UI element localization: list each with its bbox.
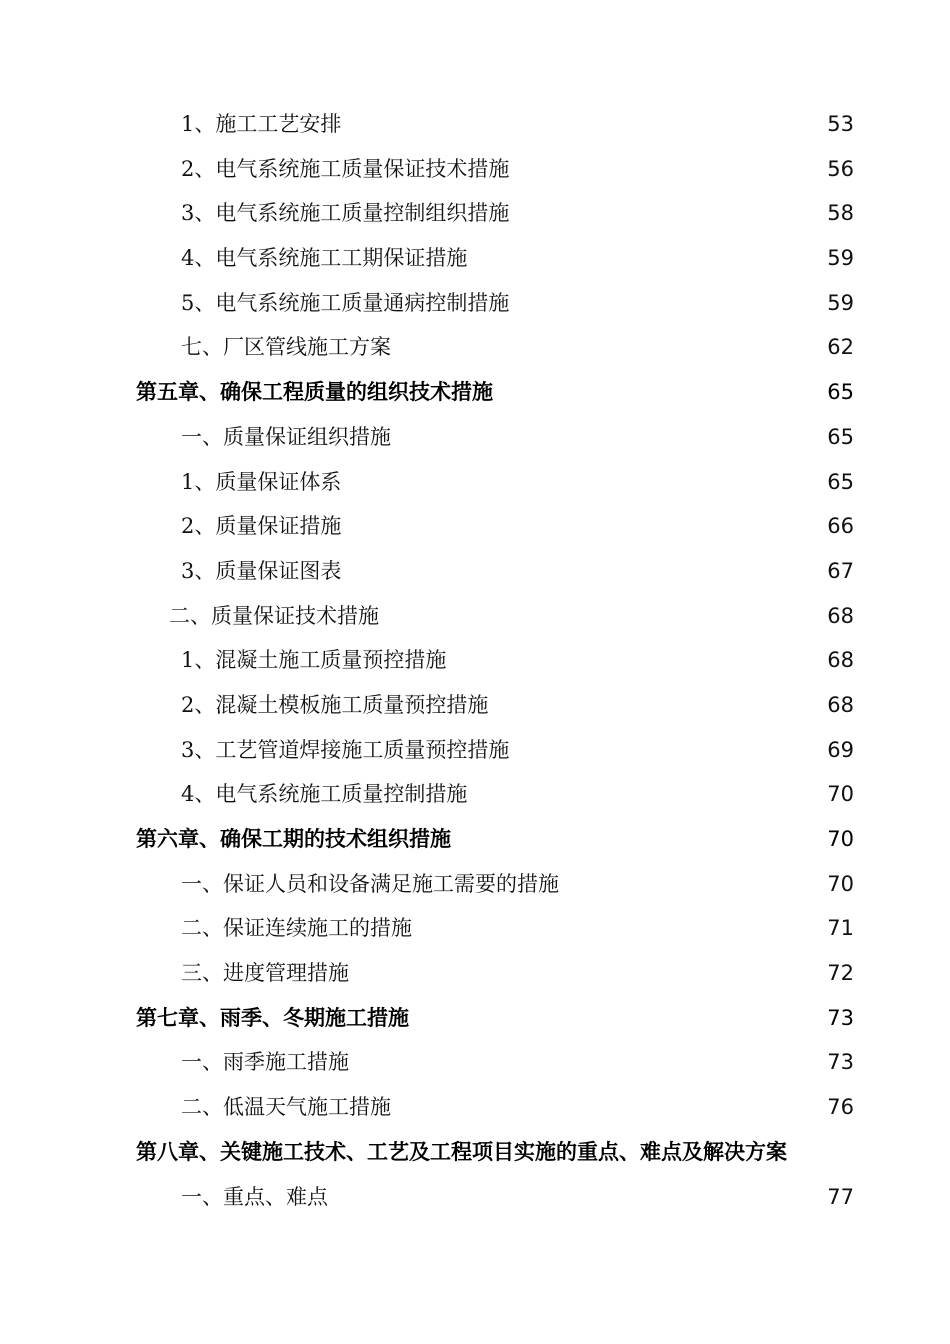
toc-section-page-number: 76 [827, 1095, 854, 1120]
toc-entry-title: 2、电气系统施工质量保证技术措施 [181, 156, 510, 181]
toc-entry-page-number: 69 [827, 737, 854, 762]
table-of-contents [0, 102, 950, 1219]
toc-entry[interactable] [0, 728, 950, 773]
toc-entry-page-number: 68 [827, 648, 854, 673]
toc-chapter[interactable] [0, 1130, 950, 1175]
toc-section-title: 一、重点、难点 [181, 1184, 328, 1209]
toc-entry-page-number: 59 [827, 246, 854, 271]
toc-entry-title: 1、质量保证体系 [181, 469, 342, 494]
toc-entry-page-number: 67 [827, 558, 854, 583]
toc-chapter-page-number: 73 [827, 1005, 854, 1030]
toc-entry[interactable] [0, 191, 950, 236]
toc-section-title: 三、进度管理措施 [181, 961, 349, 986]
toc-entry[interactable] [0, 147, 950, 192]
toc-entry[interactable] [0, 772, 950, 817]
toc-section[interactable] [0, 415, 950, 460]
toc-chapter-page-number: 70 [827, 827, 854, 851]
toc-entry-page-number: 65 [827, 469, 854, 494]
toc-section-title: 七、厂区管线施工方案 [181, 335, 391, 360]
toc-chapter[interactable] [0, 996, 950, 1041]
toc-entry-title: 3、电气系统施工质量控制组织措施 [181, 201, 510, 226]
toc-entry-page-number: 70 [827, 782, 854, 807]
toc-chapter-title: 第五章、确保工程质量的组织技术措施 [136, 380, 493, 405]
toc-entry-title: 4、电气系统施工工期保证措施 [181, 246, 468, 271]
toc-entry-title: 1、施工工艺安排 [181, 112, 342, 136]
toc-entry[interactable] [0, 683, 950, 728]
toc-section-title: 二、保证连续施工的措施 [181, 916, 412, 941]
toc-entry-title: 5、电气系统施工质量通病控制措施 [181, 290, 510, 315]
toc-entry-title: 3、质量保证图表 [181, 558, 342, 583]
toc-section-page-number: 77 [827, 1184, 854, 1209]
toc-entry-page-number: 59 [827, 290, 854, 315]
toc-section-page-number: 62 [827, 335, 854, 360]
toc-entry[interactable] [0, 281, 950, 326]
toc-section[interactable] [0, 1040, 950, 1085]
toc-section[interactable] [0, 1175, 950, 1220]
toc-section-page-number: 65 [827, 424, 854, 449]
toc-section-title: 一、保证人员和设备满足施工需要的措施 [181, 871, 559, 896]
toc-section[interactable] [0, 594, 950, 639]
toc-section-page-number: 68 [827, 603, 854, 628]
toc-entry-page-number: 58 [827, 201, 854, 226]
toc-entry[interactable] [0, 549, 950, 594]
toc-section-page-number: 70 [827, 871, 854, 896]
toc-entry[interactable] [0, 504, 950, 549]
toc-entry-title: 2、混凝土模板施工质量预控措施 [181, 692, 489, 717]
toc-section[interactable] [0, 906, 950, 951]
toc-chapter-title: 第七章、雨季、冬期施工措施 [136, 1005, 409, 1030]
toc-entry[interactable] [0, 460, 950, 505]
toc-entry-page-number: 53 [827, 112, 854, 136]
toc-section-title: 二、质量保证技术措施 [169, 603, 379, 628]
toc-entry-title: 4、电气系统施工质量控制措施 [181, 782, 468, 807]
toc-chapter-title: 第六章、确保工期的技术组织措施 [136, 827, 451, 851]
toc-chapter[interactable] [0, 817, 950, 862]
toc-entry-title: 1、混凝土施工质量预控措施 [181, 648, 447, 673]
toc-entry-title: 3、工艺管道焊接施工质量预控措施 [181, 737, 510, 762]
toc-entry-page-number: 56 [827, 156, 854, 181]
toc-section[interactable] [0, 325, 950, 370]
toc-section[interactable] [0, 951, 950, 996]
toc-section-title: 一、质量保证组织措施 [181, 424, 391, 449]
toc-section-title: 二、低温天气施工措施 [181, 1095, 391, 1120]
toc-section-page-number: 73 [827, 1050, 854, 1075]
toc-section[interactable] [0, 1085, 950, 1130]
toc-section-page-number: 72 [827, 961, 854, 986]
toc-entry-title: 2、质量保证措施 [181, 514, 342, 539]
toc-chapter-title: 第八章、关键施工技术、工艺及工程项目实施的重点、难点及解决方案 [136, 1139, 787, 1164]
toc-entry-page-number: 68 [827, 692, 854, 717]
toc-chapter-page-number: 65 [827, 380, 854, 405]
toc-entry[interactable] [0, 638, 950, 683]
toc-section-title: 一、雨季施工措施 [181, 1050, 349, 1075]
toc-entry-page-number: 66 [827, 514, 854, 539]
toc-section[interactable] [0, 862, 950, 907]
toc-entry[interactable] [0, 102, 950, 147]
toc-entry[interactable] [0, 236, 950, 281]
toc-section-page-number: 71 [827, 916, 854, 941]
toc-chapter[interactable] [0, 370, 950, 415]
